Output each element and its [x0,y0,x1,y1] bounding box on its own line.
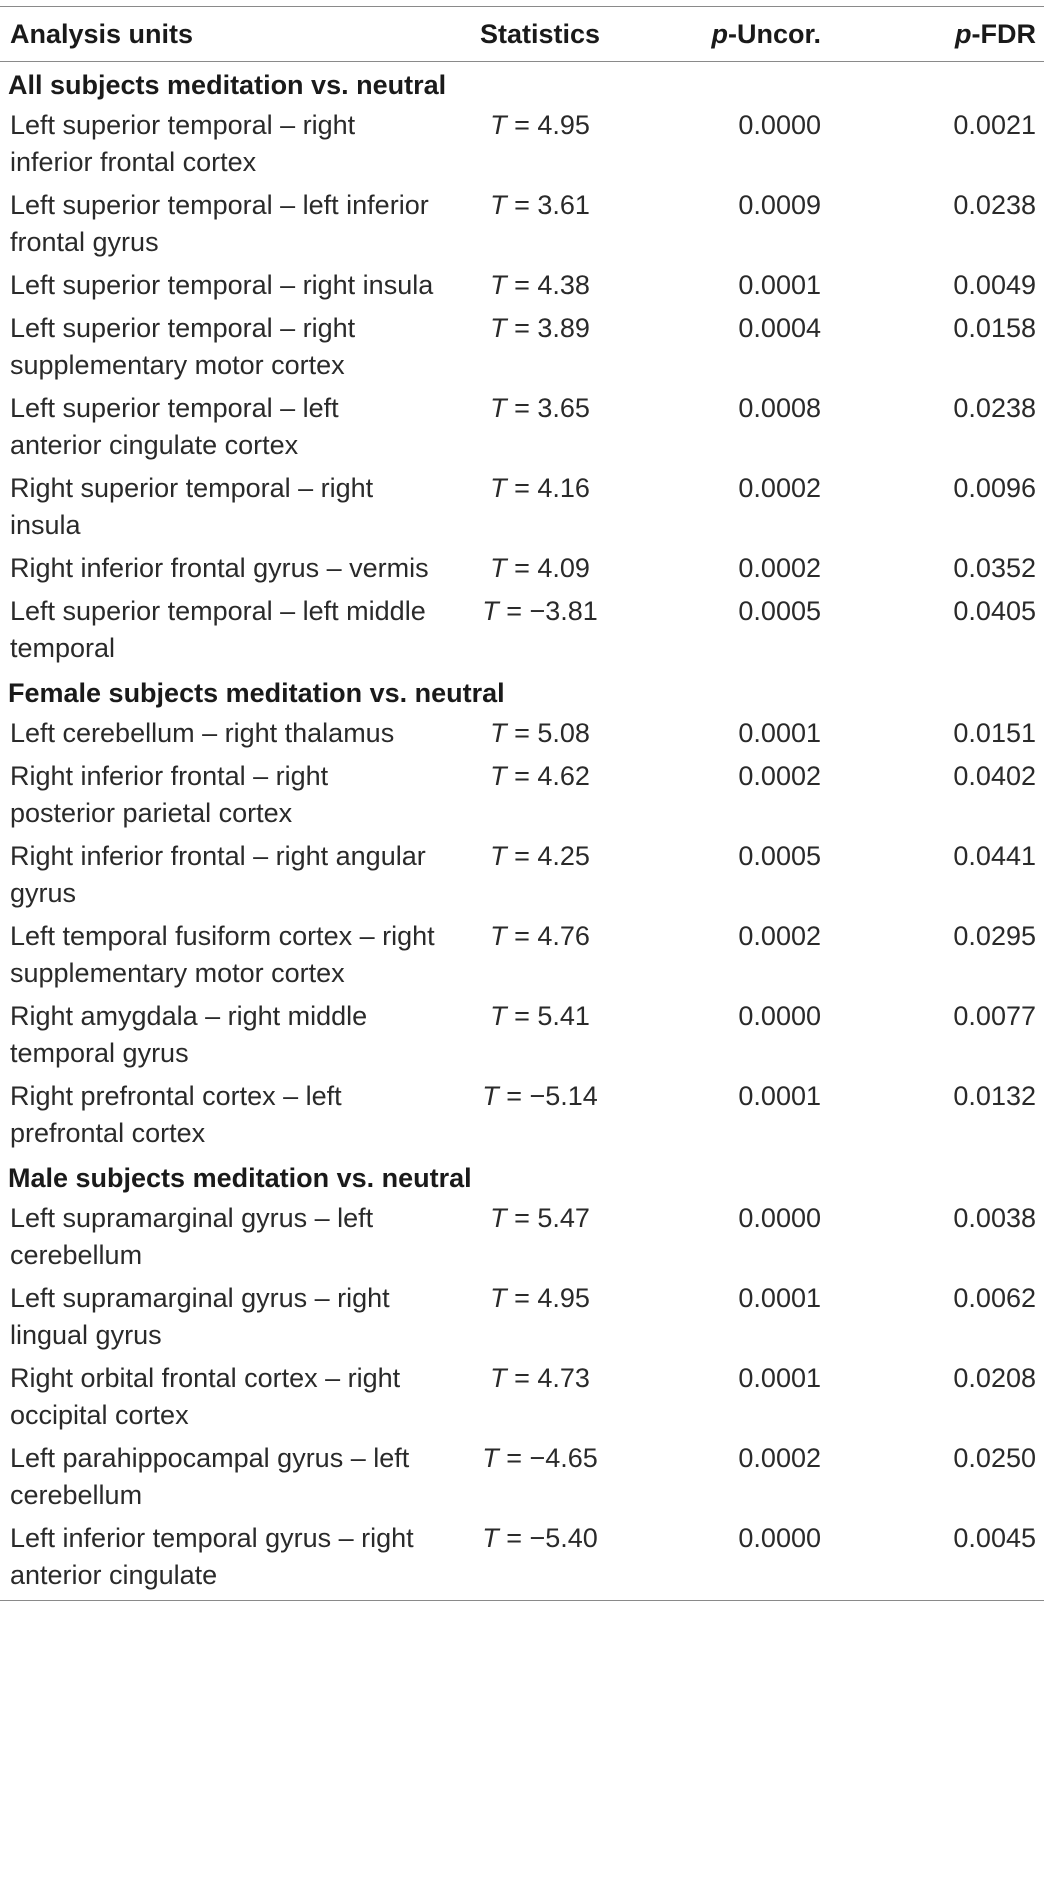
section-title: Male subjects meditation vs. neutral [8,1163,472,1193]
cell-statistic [445,1437,635,1517]
cell-analysis-unit: Left parahippocampal gyrus – left cerebellum [10,1443,410,1510]
stat-value: = 5.08 [506,718,590,748]
table-row [0,1075,1044,1155]
stat-symbol: T [490,270,507,300]
stat-symbol: T [490,110,507,140]
stat-symbol: T [490,190,507,220]
header-analysis-units: Analysis units [10,18,194,49]
stat-symbol: T [482,1081,499,1111]
table-row [0,547,1044,590]
section-title: Female subjects meditation vs. neutral [8,678,505,708]
cell-analysis-unit: Left cerebellum – right thalamus [10,718,395,748]
cell-p-uncor: 0.0001 [738,1283,821,1313]
cell-statistic [445,467,635,547]
cell-p-fdr: 0.0132 [953,1081,1036,1111]
stat-value: = 4.25 [506,841,590,871]
cell-analysis-unit: Right amygdala – right middle temporal gyrus [10,1001,368,1068]
cell-p-uncor: 0.0001 [738,1363,821,1393]
header-p-uncor [635,7,865,62]
cell-p-fdr: 0.0038 [953,1203,1036,1233]
cell-p-uncor: 0.0002 [738,473,821,503]
cell-analysis-unit: Right inferior frontal gyrus – vermis [10,553,429,583]
cell-analysis-unit: Left supramarginal gyrus – right lingual gyrus [10,1283,390,1350]
cell-p-fdr: 0.0049 [953,270,1036,300]
cell-p-fdr: 0.0238 [953,393,1036,423]
table-row [0,835,1044,915]
stat-symbol: T [490,921,507,951]
cell-statistic [445,590,635,670]
cell-p-uncor: 0.0005 [738,841,821,871]
cell-statistic [445,387,635,467]
cell-p-fdr: 0.0158 [953,313,1036,343]
cell-statistic [445,547,635,590]
stat-value: = −3.81 [498,596,598,626]
cell-p-uncor: 0.0001 [738,270,821,300]
table-row [0,264,1044,307]
stat-value: = 5.41 [506,1001,590,1031]
table-body [0,62,1044,1601]
stat-symbol: T [490,1363,507,1393]
section-header-row [0,1155,1044,1197]
stat-value: = 4.95 [506,110,590,140]
table-row [0,755,1044,835]
cell-statistic [445,264,635,307]
cell-analysis-unit: Left superior temporal – left inferior frontal gyrus [10,190,429,257]
cell-p-uncor: 0.0000 [738,1523,821,1553]
header-p-fdr [865,7,1044,62]
table-row [0,307,1044,387]
cell-p-uncor: 0.0005 [738,596,821,626]
cell-statistic [445,1517,635,1600]
cell-p-fdr: 0.0151 [953,718,1036,748]
cell-statistic [445,835,635,915]
stat-value: = 4.62 [506,761,590,791]
stat-symbol: T [490,1203,507,1233]
table-bottom-rule [0,1600,1044,1601]
table-row [0,104,1044,184]
stat-symbol: T [490,473,507,503]
table-row [0,590,1044,670]
cell-p-uncor: 0.0004 [738,313,821,343]
cell-analysis-unit: Right inferior frontal – right angular gyrus [10,841,426,908]
stat-symbol: T [490,718,507,748]
stat-value: = 4.38 [506,270,590,300]
cell-p-fdr: 0.0402 [953,761,1036,791]
cell-statistic [445,712,635,755]
header-p-uncor-p: p [711,18,728,49]
stat-value: = 4.09 [506,553,590,583]
table-row [0,1197,1044,1277]
cell-analysis-unit: Left superior temporal – left middle temporal [10,596,426,663]
cell-p-uncor: 0.0008 [738,393,821,423]
cell-p-fdr: 0.0021 [953,110,1036,140]
cell-statistic [445,755,635,835]
table-row [0,1357,1044,1437]
cell-statistic [445,1197,635,1277]
cell-statistic [445,915,635,995]
stat-value: = −5.40 [498,1523,598,1553]
cell-analysis-unit: Left inferior temporal gyrus – right anterior cingulate [10,1523,414,1590]
cell-p-fdr: 0.0250 [953,1443,1036,1473]
table-row [0,184,1044,264]
stat-value: = 4.73 [506,1363,590,1393]
cell-p-fdr: 0.0077 [953,1001,1036,1031]
cell-statistic [445,1357,635,1437]
cell-p-fdr: 0.0352 [953,553,1036,583]
table-row [0,915,1044,995]
header-statistics: Statistics [479,18,601,49]
stat-value: = 4.16 [506,473,590,503]
header-p-uncor-suffix: -Uncor. [727,18,821,49]
cell-p-uncor: 0.0000 [738,110,821,140]
cell-p-uncor: 0.0002 [738,761,821,791]
stat-value: = 3.89 [506,313,590,343]
cell-p-uncor: 0.0002 [738,921,821,951]
stat-symbol: T [490,553,507,583]
cell-analysis-unit: Right prefrontal cortex – left prefrontal cortex [10,1081,342,1148]
cell-p-fdr: 0.0441 [953,841,1036,871]
table-row [0,1517,1044,1600]
cell-statistic [445,104,635,184]
stat-symbol: T [490,761,507,791]
stat-symbol: T [490,1283,507,1313]
stat-symbol: T [490,841,507,871]
cell-analysis-unit: Left superior temporal – right insula [10,270,434,300]
cell-p-uncor: 0.0002 [738,1443,821,1473]
table-row [0,1437,1044,1517]
cell-p-fdr: 0.0405 [953,596,1036,626]
header-p-fdr-p: p [955,18,972,49]
stat-value: = 4.76 [506,921,590,951]
stat-value: = −5.14 [498,1081,598,1111]
table-row [0,387,1044,467]
table-row [0,1277,1044,1357]
cell-p-fdr: 0.0238 [953,190,1036,220]
cell-analysis-unit: Right orbital frontal cortex – right occipital cortex [10,1363,401,1430]
results-table [0,6,1044,1600]
stat-value: = −4.65 [498,1443,598,1473]
cell-p-uncor: 0.0001 [738,718,821,748]
cell-statistic [445,184,635,264]
section-header-row [0,62,1044,105]
header-row [0,7,1044,62]
cell-statistic [445,1277,635,1357]
stat-symbol: T [490,1001,507,1031]
section-title: All subjects meditation vs. neutral [8,70,447,100]
cell-p-fdr: 0.0295 [953,921,1036,951]
cell-statistic [445,307,635,387]
cell-p-fdr: 0.0208 [953,1363,1036,1393]
stat-symbol: T [482,596,499,626]
stat-value: = 5.47 [506,1203,590,1233]
table-row [0,712,1044,755]
cell-p-uncor: 0.0000 [738,1203,821,1233]
stat-symbol: T [490,393,507,423]
stat-symbol: T [482,1443,499,1473]
cell-analysis-unit: Left supramarginal gyrus – left cerebellum [10,1203,374,1270]
cell-analysis-unit: Left superior temporal – right inferior frontal cortex [10,110,356,177]
table-row [0,467,1044,547]
table-row [0,995,1044,1075]
cell-p-fdr: 0.0062 [953,1283,1036,1313]
section-header-row [0,670,1044,712]
cell-p-uncor: 0.0000 [738,1001,821,1031]
cell-analysis-unit: Right superior temporal – right insula [10,473,374,540]
header-p-fdr-suffix: -FDR [971,18,1036,49]
cell-statistic [445,1075,635,1155]
stat-value: = 3.65 [506,393,590,423]
stat-symbol: T [482,1523,499,1553]
cell-p-fdr: 0.0096 [953,473,1036,503]
table-header [0,7,1044,62]
cell-analysis-unit: Right inferior frontal – right posterior parietal cortex [10,761,329,828]
cell-analysis-unit: Left superior temporal – right supplementary motor cortex [10,313,356,380]
cell-analysis-unit: Left temporal fusiform cortex – right supplementary motor cortex [10,921,435,988]
cell-analysis-unit: Left superior temporal – left anterior cingulate cortex [10,393,339,460]
stat-value: = 4.95 [506,1283,590,1313]
cell-p-uncor: 0.0009 [738,190,821,220]
cell-p-uncor: 0.0001 [738,1081,821,1111]
stat-value: = 3.61 [506,190,590,220]
cell-statistic [445,995,635,1075]
cell-p-fdr: 0.0045 [953,1523,1036,1553]
cell-p-uncor: 0.0002 [738,553,821,583]
stat-symbol: T [490,313,507,343]
